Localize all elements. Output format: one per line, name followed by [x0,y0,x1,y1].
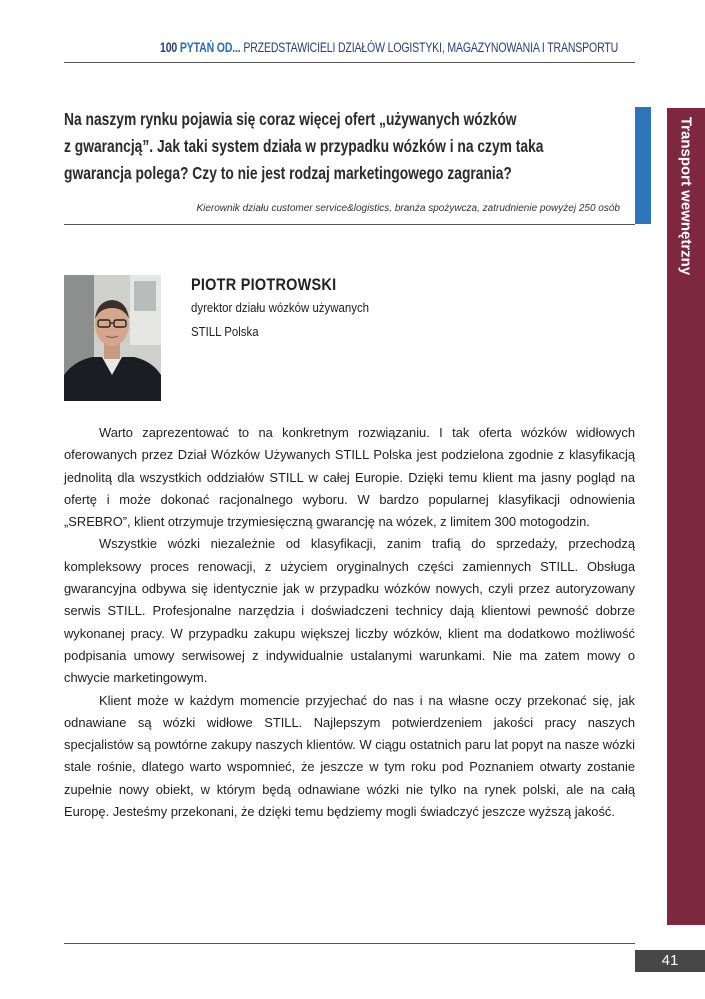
footer-divider [64,943,635,944]
question-line: gwarancja polega? Czy to nie jest rodzaj marketingowego zagrania? [64,163,512,183]
header-lead: PYTAŃ OD... [179,40,241,55]
author-role: dyrektor działu wózków używanych [191,300,370,315]
running-header [160,40,619,55]
question-block [64,106,617,187]
author-photo [64,275,161,401]
question-accent-bar [635,107,651,224]
question-line: Na naszym rynku pojawia się coraz więcej ofert „używanych wózków [64,109,517,129]
header-divider [64,62,635,63]
body-paragraph: Warto zaprezentować to na konkretnym rozwiązaniu. I tak oferta wózków widłowych oferowanych przez Dział Wózków Używanych STILL Polska jest podzielona zgodnie z klasyfikacją jednolitą dla wszystkich oddziałów STILL w całej Europie. Dzięki temu klient ma jasny pogląd na ofertę i może dokonać racjonalnego wyboru. W bardzo popularnej klasyfikacji odnowienia „SREBRO”, klient otrzymuje trzymiesięczną gwarancję na wózek, z limitem 300 motogodzin. [64,425,635,530]
section-label: Transport wewnętrzny [677,116,695,276]
author-portrait-image [64,275,161,401]
article-body [64,422,635,823]
question-line: z gwarancją”. Jak taki system działa w przypadku wózków i na czym taka [64,136,544,156]
body-paragraph: Klient może w każdym momencie przyjechać do nas i na własne oczy przekonać się, jak odnawiane są wózki widłowe STILL. Najlepszym potwierdzeniem jakości pracy naszych specjalistów są powtórne zakupy naszych klientów. W ciągu ostatnich paru lat popyt na nasze wózki stale rośnie, dlatego warto wspomnieć, że jeszcze w tym roku pod Poznaniem otwarty zostanie zupełnie nowy obiekt, w którym będą odnawiane wózki nie tylko na rynek polski, ale na całą Europę. Jesteśmy przekonani, że dzięki temu będziemy mogli świadczyć jeszcze wyższą jakość. [64,692,635,820]
question-source: Kierownik działu customer service&logistics, branża spożywcza, zatrudnienie powyżej 250 osób [196,203,620,214]
header-title: PRZEDSTAWICIELI DZIAŁÓW LOGISTYKI, MAGAZYNOWANIA I TRANSPORTU [243,40,619,55]
question-divider [64,224,635,225]
body-paragraph: Wszystkie wózki niezależnie od klasyfikacji, zanim trafią do sprzedaży, przechodzą kompleksowy proces renowacji, z użyciem oryginalnych części zamiennych STILL. Obsługa gwarancyjna odbywa się identycznie jak w przypadku wózków nowych, czyli przez autoryzowany serwis STILL. Profesjonalne narzędzia i doświadczeni technicy dają klientowi pewność dobrze wykonanej pracy. W przypadku zakupu większej liczby wózków, klient ma dodatkowo możliwość podpisania umowy serwisowej z indywidualnie ustalanymi warunkami. Nie ma zatem mowy o chwycie marketingowym. [64,536,635,686]
header-number: 100 [160,40,178,55]
author-company: STILL Polska [191,324,259,339]
author-name: PIOTR PIOTROWSKI [191,275,337,294]
page-number: 41 [635,950,705,972]
